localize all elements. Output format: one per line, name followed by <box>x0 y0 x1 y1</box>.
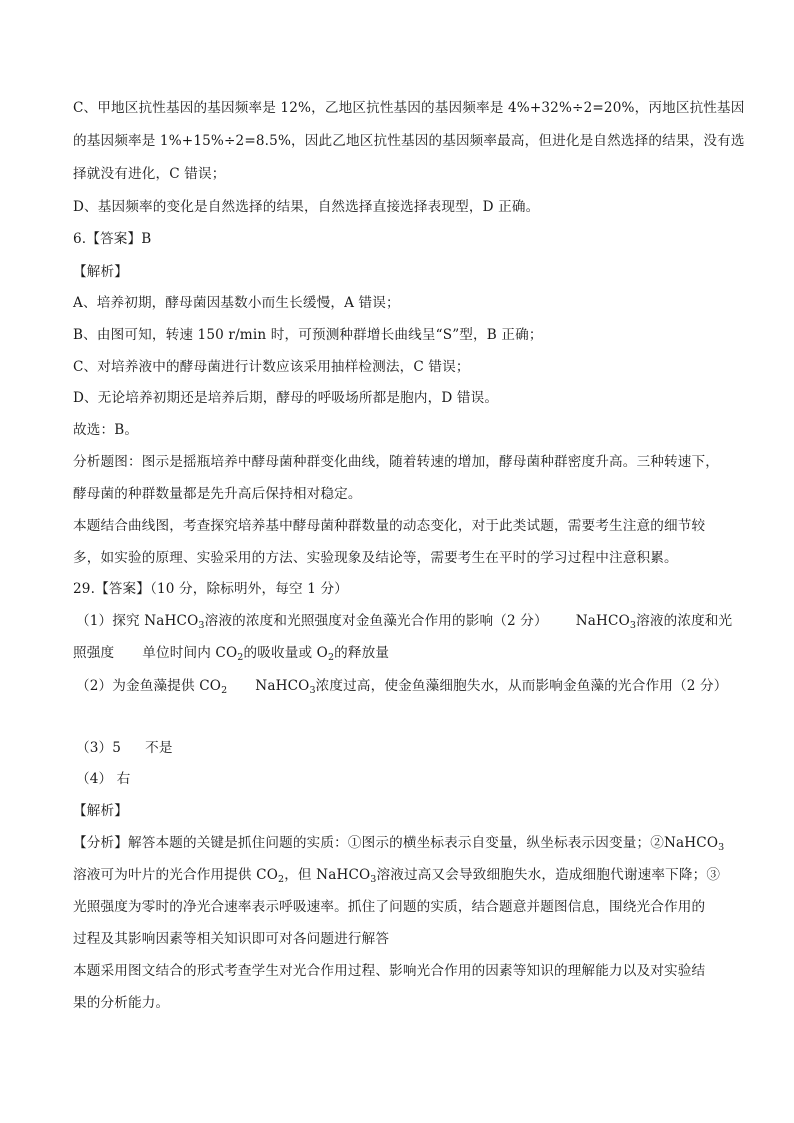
answer-line: （3）5 不是 <box>76 740 173 756</box>
text-line: 本题采用图文结合的形式考查学生对光合作用过程、影响光合作用的因素等知识的理解能力以及对实验结 <box>73 963 706 979</box>
analysis-heading: 【解析】 <box>73 803 128 819</box>
answer-line: 照强度 单位时间内 $CO_2$的吸收量或 $O_2$的释放量 <box>73 645 390 663</box>
text-line: 的基因频率是 1%+15%÷2=8.5%，因此乙地区抗性基因的基因频率最高，但进化是自然选择的结果，没有选 <box>73 133 745 149</box>
answer-line: （2）为金鱼藻提供 $CO_2$ NaHCO$_3$浓度过高，使金鱼藻细胞失水，从而影响金鱼藻的光合作用（2 分） <box>76 678 728 696</box>
text-line: 酵母菌的种群数量都是先升高后保持相对稳定。 <box>73 486 362 502</box>
text-line: 过程及其影响因素等相关知识即可对各问题进行解答 <box>73 931 390 947</box>
text-line: 分析题图：图示是摇瓶培养中酵母菌种群变化曲线，随着转速的增加，酵母菌种群密度升高。三种转速下， <box>73 454 719 470</box>
text-line: 择就没有进化，C 错误； <box>73 166 226 182</box>
text-line: A、培养初期，酵母菌因基数小而生长缓慢，A 错误； <box>73 295 400 311</box>
text-line: 故选：B。 <box>73 422 139 438</box>
text-line: 果的分析能力。 <box>73 995 170 1011</box>
text-line: B、由图可知，转速 150 r/min 时，可预测种群增长曲线呈“S”型，B 正确； <box>73 327 543 343</box>
answer-heading: 29.【答案】（10 分，除标明外，每空 1 分） <box>73 581 348 597</box>
text-line: D、无论培养初期还是培养后期，酵母的呼吸场所都是胞内，D 错误。 <box>73 390 499 406</box>
text-line: 溶液可为叶片的光合作用提供 $CO_2$，但 NaHCO$_3$溶液过高又会导致细胞失水，造成细胞代谢速率下降；③ <box>73 867 721 885</box>
text-line: C、对培养液中的酵母菌进行计数应该采用抽样检测法，C 错误； <box>73 359 470 375</box>
text-line: D、基因频率的变化是自然选择的结果，自然选择直接选择表现型，D 正确。 <box>73 199 540 215</box>
text-line: C、甲地区抗性基因的基因频率是 12%，乙地区抗性基因的基因频率是 4%+32%÷2=20%，丙地区抗性基因 <box>73 100 745 116</box>
text-line: 多，如实验的原理、实验采用的方法、实验现象及结论等，需要考生在平时的学习过程中注意积累。 <box>73 550 678 566</box>
text-line: 光照强度为零时的净光合速率表示呼吸速率。抓住了问题的实质，结合题意并题图信息，围绕光合作用的 <box>73 899 706 915</box>
answer-line: （4） 右 <box>76 771 131 787</box>
text-line: 【分析】解答本题的关键是抓住问题的实质：①图示的横坐标表示自变量，纵坐标表示因变量；②NaHCO$_3$ <box>73 835 725 853</box>
answer-line: （1）探究 NaHCO$_3$溶液的浓度和光照强度对金鱼藻光合作用的影响（2 分） NaHCO$_3$溶液的浓度和光 <box>76 613 733 631</box>
analysis-heading: 【解析】 <box>73 264 128 280</box>
answer-heading: 6.【答案】B <box>73 231 152 247</box>
text-line: 本题结合曲线图，考查探究培养基中酵母菌种群数量的动态变化，对于此类试题，需要考生注意的细节较 <box>73 518 706 534</box>
